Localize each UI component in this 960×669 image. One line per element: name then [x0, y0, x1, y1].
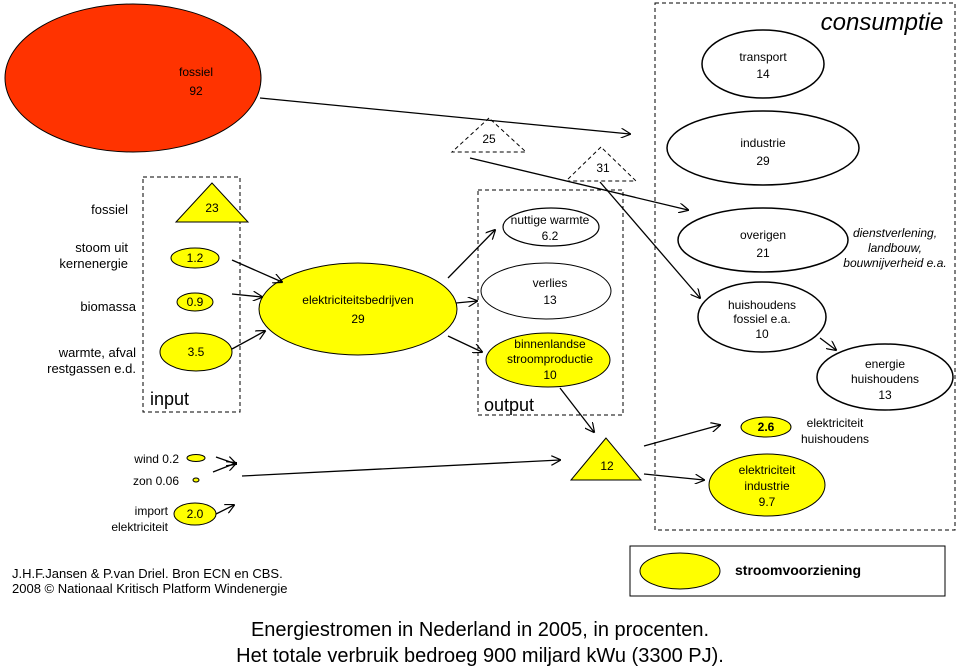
transport-value: 14: [756, 67, 770, 81]
overigen-note-2: landbouw,: [867, 241, 923, 255]
huishoudens-fossiel-label-1: huishoudens: [727, 298, 797, 312]
input-value-import: 2.0: [186, 507, 204, 521]
caption-line-2: Het totale verbruik bedroeg 900 miljard kWu (3300 PJ).: [236, 645, 724, 667]
huishoudens-fossiel-value: 10: [755, 327, 769, 341]
input-label-warmte-1: warmte, afval: [58, 345, 136, 360]
input-label-fossiel: fossiel: [91, 202, 128, 217]
binnen-label-1: binnenlandse: [514, 337, 586, 351]
input-label-warmte-2: restgassen e.d.: [47, 361, 136, 376]
energie-huishoudens-label-2: huishoudens: [850, 372, 920, 386]
fossil-label: fossiel: [178, 65, 213, 79]
caption-line-1: Energiestromen in Nederland in 2005, in procenten.: [250, 619, 710, 641]
input-value-warmte: 3.5: [187, 345, 205, 359]
input-label-import-1: import: [134, 504, 168, 518]
verlies-value: 13: [543, 293, 557, 307]
elek-huishoudens-label-1: elektriciteit: [806, 416, 864, 430]
binnen-label-2: stroomproductie: [506, 352, 594, 366]
elek-huishoudens-value: 2.6: [757, 420, 775, 434]
wind-ellipse: [187, 455, 205, 462]
input-label-import-2: elektriciteit: [111, 520, 168, 534]
input-value-fossiel: 23: [205, 201, 219, 215]
overigen-label: overigen: [739, 228, 787, 242]
input-title: input: [150, 389, 190, 409]
credits-line-1: J.H.F.Jansen & P.van Driel. Bron ECN en CBS.: [12, 566, 283, 581]
industrie-label: industrie: [740, 136, 786, 150]
huishoudens-fossiel-label-2: fossiel e.a.: [733, 312, 791, 326]
credits-line-2: 2008 © Nationaal Kritisch Platform Windenergie: [12, 581, 288, 596]
verlies-label: verlies: [532, 276, 568, 290]
legend-label: stroomvoorziening: [735, 562, 862, 578]
input-value-stoom: 1.2: [186, 251, 204, 265]
energie-huishoudens-label-1: energie: [864, 357, 906, 371]
elek-industrie-value: 9.7: [758, 495, 776, 509]
center-ellipse: [259, 263, 457, 355]
binnen-value: 10: [543, 368, 557, 382]
output-title: output: [484, 395, 535, 415]
transport-label: transport: [739, 50, 787, 64]
energie-huishoudens-value: 13: [878, 388, 892, 402]
elek-industrie-label-2: industrie: [744, 479, 790, 493]
overigen-value: 21: [756, 246, 770, 260]
nuttige-value: 6.2: [541, 229, 559, 243]
triangle-12-value: 12: [600, 459, 614, 473]
fossil-value: 92: [189, 84, 203, 98]
overigen-note-1: dienstverlening,: [852, 226, 938, 240]
elek-huishoudens-label-2: huishoudens: [800, 432, 870, 446]
input-label-zon: zon 0.06: [132, 474, 179, 488]
elek-industrie-label-1: elektriciteit: [738, 463, 796, 477]
input-label-stoom-2: kernenergie: [59, 256, 128, 271]
overigen-note-3: bouwnijverheid e.a.: [843, 256, 947, 270]
input-label-biomassa: biomassa: [80, 299, 136, 314]
input-label-stoom-1: stoom uit: [75, 240, 128, 255]
legend-swatch: [640, 553, 720, 589]
center-label: elektriciteitsbedrijven: [302, 293, 414, 307]
consumption-title: consumptie: [820, 9, 944, 36]
center-value: 29: [351, 312, 365, 326]
verlies-ellipse: [481, 263, 611, 319]
triangle-31-value: 31: [596, 161, 610, 175]
triangle-25-value: 25: [482, 132, 496, 146]
zon-ellipse: [193, 478, 199, 482]
input-value-biomassa: 0.9: [186, 295, 204, 309]
industrie-value: 29: [756, 154, 770, 168]
nuttige-label: nuttige warmte: [510, 213, 590, 227]
input-label-wind: wind 0.2: [134, 452, 179, 466]
